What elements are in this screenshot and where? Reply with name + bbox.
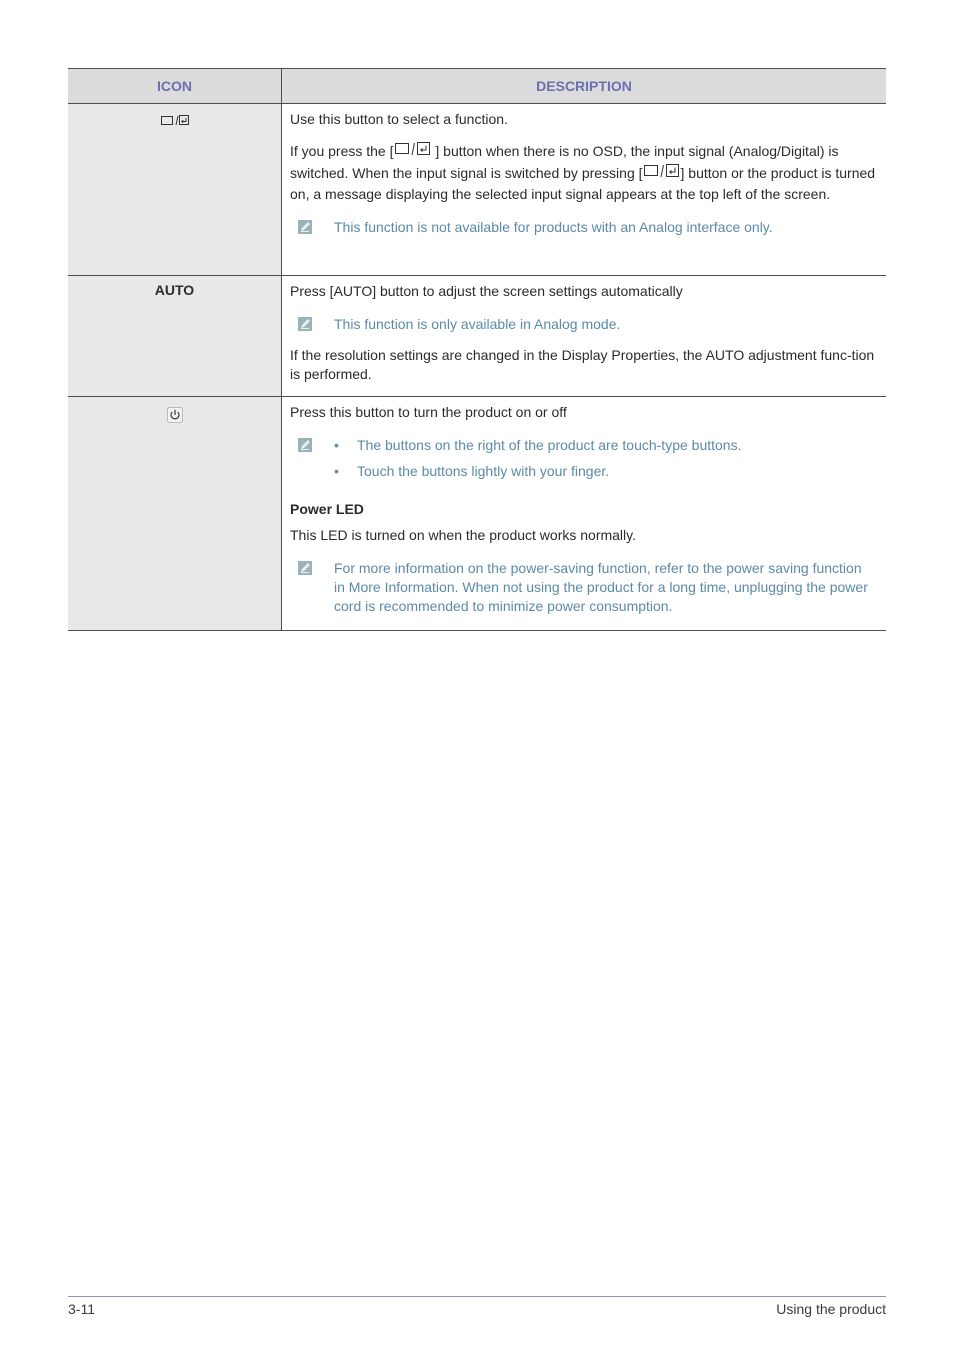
auto-label: AUTO xyxy=(154,282,195,298)
note-icon xyxy=(298,220,312,234)
power-icon xyxy=(167,407,183,426)
note-text: This function is only available in Analog mode. xyxy=(334,316,621,332)
bullet-icon: • xyxy=(334,463,339,479)
note xyxy=(290,315,876,334)
note-icon xyxy=(298,317,312,331)
icon-cell xyxy=(68,397,282,631)
icon-cell xyxy=(68,104,282,276)
source-enter-icon xyxy=(394,141,432,163)
source-enter-icon xyxy=(643,163,681,185)
list-item: • Touch the buttons lightly with your finger. xyxy=(334,463,610,479)
description-cell xyxy=(282,276,887,397)
footer-divider xyxy=(68,1296,886,1297)
header-description: DESCRIPTION xyxy=(282,69,887,104)
description-text: This LED is turned on when the product works normally. xyxy=(290,527,637,543)
header-icon: ICON xyxy=(68,69,282,104)
section-heading: Power LED xyxy=(290,501,364,517)
page-number: 3-11 xyxy=(68,1301,95,1317)
table-row xyxy=(68,276,886,397)
note-text: For more information on the power-saving function, refer to the power saving function in More Information. When not using the product for a long time, unplugging the power cord is recommended to minimize power consumption. xyxy=(334,560,868,614)
description-text: If the resolution settings are changed in the Display Properties, the AUTO adjustment func-tion is performed. xyxy=(290,347,875,382)
note xyxy=(290,218,876,237)
note-bullet-list xyxy=(334,436,876,481)
note-icon xyxy=(298,438,312,452)
description-cell xyxy=(282,397,887,631)
note xyxy=(290,436,876,488)
note-icon xyxy=(298,561,312,575)
description-cell xyxy=(282,104,887,276)
bullet-icon: • xyxy=(334,437,339,453)
table-row xyxy=(68,104,886,276)
icon-description-table xyxy=(68,68,886,631)
description-text: Press this button to turn the product on or off xyxy=(290,404,567,420)
note xyxy=(290,559,876,616)
table-row xyxy=(68,397,886,631)
note-text: This function is not available for products with an Analog interface only. xyxy=(334,219,773,235)
source-enter-icon xyxy=(160,114,190,131)
description-text: Use this button to select a function. xyxy=(290,111,508,127)
description-text: Press [AUTO] button to adjust the screen settings automatically xyxy=(290,283,683,299)
icon-cell xyxy=(68,276,282,397)
list-item: • The buttons on the right of the product are touch-type buttons. xyxy=(334,437,742,453)
description-text: If you press the [ ] button when there is no OSD, the input signal (Analog/Digital) is switched. When the input signal is switched by pressing [ ] button or the product is turned on, a message displaying the selected input signal appears at the top left of the screen. xyxy=(290,143,876,202)
section-title: Using the product xyxy=(776,1301,886,1317)
